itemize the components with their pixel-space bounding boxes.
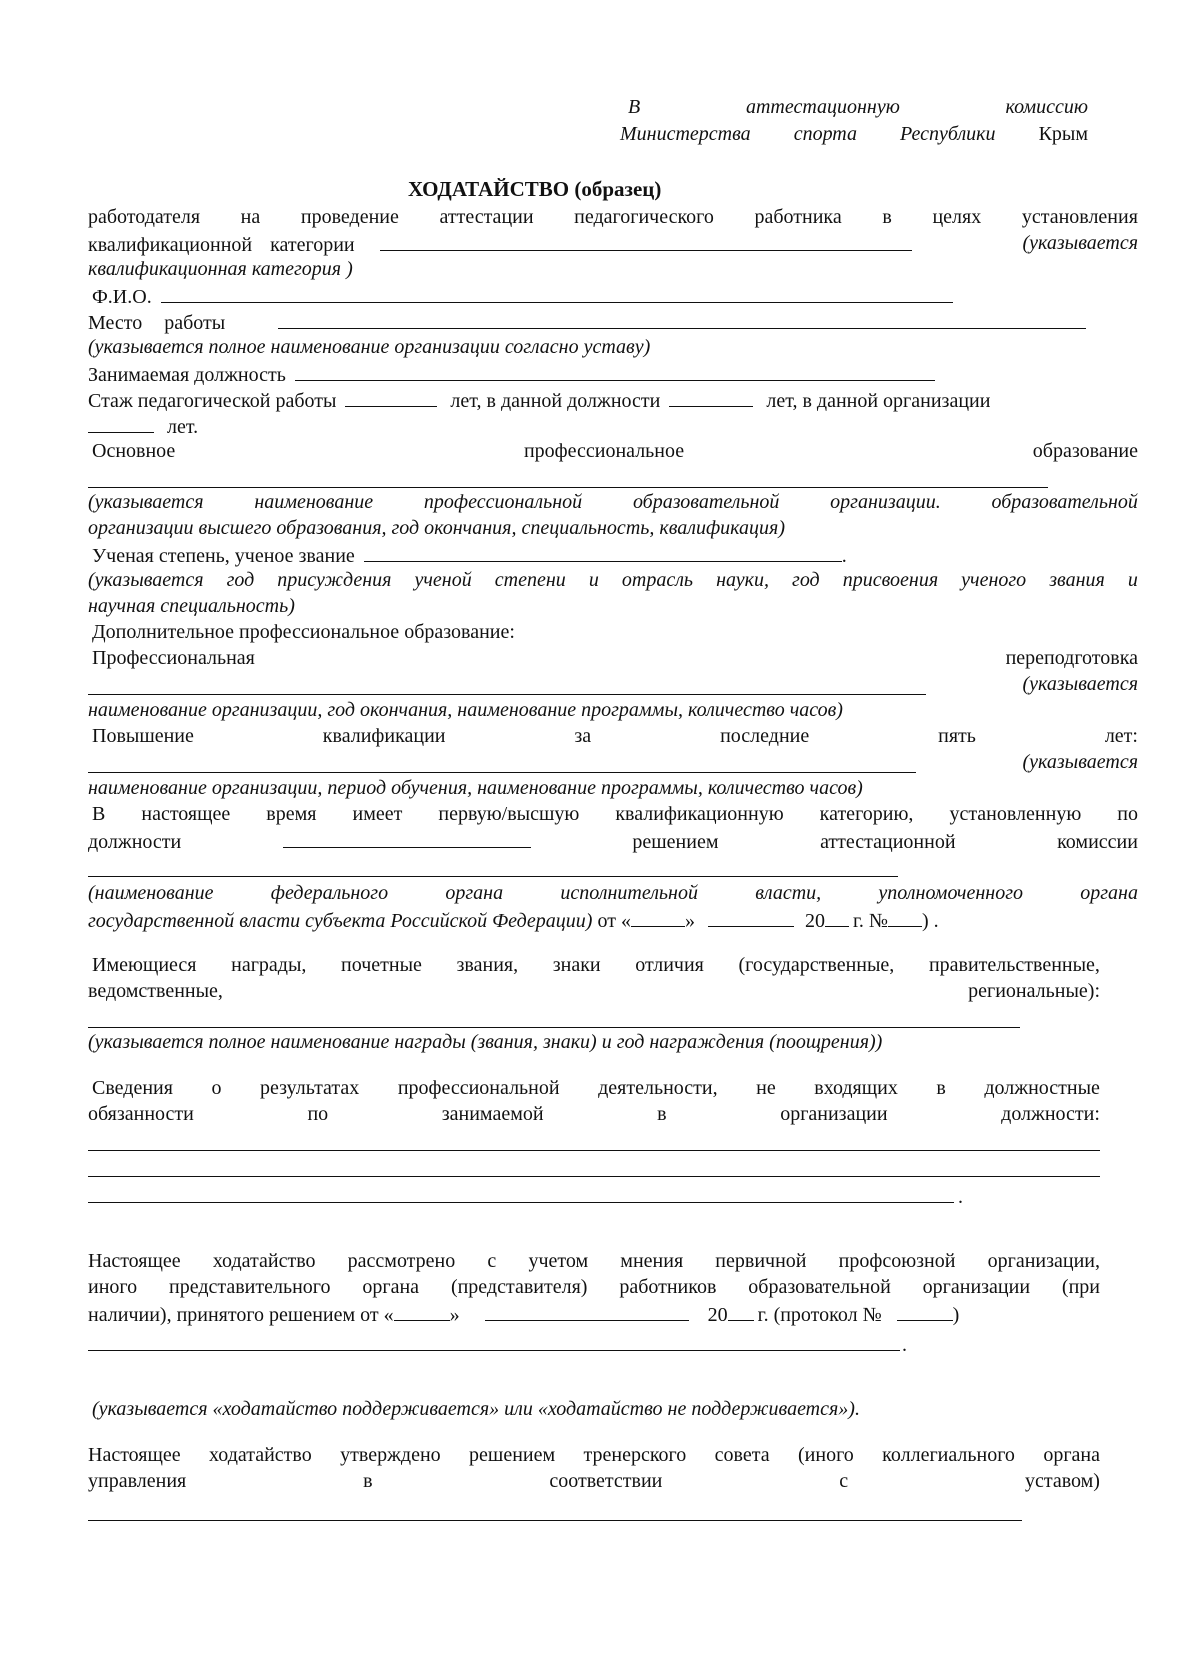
degree-line	[92, 541, 1142, 569]
text-word: г. №	[852, 910, 888, 932]
text-word: образовательной	[991, 491, 1138, 513]
text-word: профсоюзной	[838, 1250, 956, 1272]
addressee-line-2	[620, 121, 1088, 147]
additional-label: Дополнительное профессиональное образование:	[92, 621, 515, 643]
workplace-line	[88, 308, 1138, 336]
results-line-2	[88, 1101, 1100, 1127]
review-line-1	[88, 1248, 1100, 1274]
review-line-3	[88, 1300, 1100, 1328]
text-word: Место	[88, 312, 143, 334]
text-word: федерального	[270, 882, 389, 904]
text-word: комиссии	[1057, 831, 1138, 853]
education-note-2: организации высшего образования, год окончания, специальность, квалификация)	[88, 517, 785, 539]
text-word: Настоящее	[88, 1444, 181, 1466]
text-word: тренерского	[583, 1444, 687, 1466]
results-line-1	[92, 1075, 1100, 1101]
text-word: коллегиального	[882, 1444, 1015, 1466]
text-word: и	[588, 569, 599, 591]
document-title: ХОДАТАЙСТВО (образец)	[408, 177, 662, 201]
text-word: по	[1117, 803, 1138, 825]
text-word: звания,	[456, 954, 519, 976]
text-word: целях	[932, 206, 982, 228]
text-word: учетом	[528, 1250, 589, 1272]
text-word: с	[487, 1250, 497, 1272]
qualification-note: наименование организации, период обучения, наименование программы, количество часов)	[88, 777, 863, 799]
awards-line-2	[88, 978, 1100, 1004]
text-word: по	[307, 1103, 329, 1125]
text-word: представительного	[169, 1276, 331, 1298]
text-word: на	[240, 206, 261, 228]
review-day-field[interactable]	[394, 1300, 450, 1321]
education-line	[92, 438, 1138, 464]
review-month-field[interactable]	[485, 1300, 689, 1321]
text-word: ведомственные,	[88, 980, 223, 1002]
experience-line	[88, 386, 1138, 414]
text-word: награды,	[231, 954, 307, 976]
experience-line-2	[88, 412, 1138, 440]
text-word: Настоящее	[88, 1250, 181, 1272]
text-word: степени	[494, 569, 566, 591]
text-word: (указывается	[88, 569, 204, 591]
text-word: профессиональной	[423, 491, 583, 513]
text-word: квалификации	[322, 725, 446, 747]
education-note-1	[88, 489, 1138, 515]
text-word: лет.	[167, 416, 199, 438]
text-word: должности	[88, 831, 182, 853]
text-word: лет:	[1104, 725, 1138, 747]
text-word: органа	[445, 882, 504, 904]
experience-org-field[interactable]	[88, 412, 154, 433]
text-word: категорию,	[819, 803, 914, 825]
position-field[interactable]	[295, 360, 935, 381]
text-word: организации,	[987, 1250, 1100, 1272]
text-word: мнения	[620, 1250, 684, 1272]
degree-note-1	[88, 567, 1138, 593]
text-word: органа	[1080, 882, 1138, 904]
position-line	[88, 360, 1138, 388]
text-word: год	[226, 569, 255, 591]
text-word: исполнительной	[560, 882, 698, 904]
text-word: уполномоченного	[878, 882, 1023, 904]
text-word: почетные	[341, 954, 422, 976]
text-word: правительственные,	[928, 954, 1100, 976]
review-decision-field[interactable]	[88, 1350, 900, 1351]
degree-field[interactable]	[364, 541, 842, 562]
retraining-line	[92, 645, 1138, 671]
text-word: входящих	[814, 1077, 898, 1099]
text-word: (при	[1061, 1276, 1100, 1298]
text-word: )	[952, 1304, 960, 1326]
text-word: первичной	[715, 1250, 807, 1272]
text-word: профессиональной	[397, 1077, 560, 1099]
category-line-2	[88, 827, 1138, 855]
text-word: организации.	[830, 491, 941, 513]
text-word: науки,	[716, 569, 769, 591]
review-dot: .	[902, 1334, 907, 1356]
text-word: время	[266, 803, 317, 825]
text-word: первую/высшую	[438, 803, 580, 825]
qualification-field[interactable]	[88, 772, 916, 773]
addressee-line-1	[628, 94, 1088, 120]
text-word: отрасль	[621, 569, 694, 591]
experience-total-field[interactable]	[345, 386, 437, 407]
text-word: государственной власти субъекта Российской Федерации)	[88, 910, 593, 932]
results-field-1[interactable]	[88, 1150, 1100, 1151]
retraining-field[interactable]	[88, 694, 926, 695]
text-word: результатах	[260, 1077, 360, 1099]
text-word: утверждено	[340, 1444, 441, 1466]
text-word: региональные):	[968, 980, 1100, 1002]
text-word: (наименование	[88, 882, 214, 904]
text-word: решением	[469, 1444, 556, 1466]
intro-line-3: квалификационная категория )	[88, 258, 353, 280]
approved-line-1	[88, 1442, 1100, 1468]
text-word: уставом)	[1024, 1470, 1100, 1492]
text-word: работника	[754, 206, 842, 228]
text-word: о	[211, 1077, 222, 1099]
text-word: с	[839, 1470, 849, 1492]
text-word: обязанности	[88, 1103, 194, 1125]
category-year-field[interactable]	[825, 906, 849, 927]
text-word: »	[449, 1304, 460, 1326]
text-word: установления	[1021, 206, 1138, 228]
text-word: в	[882, 206, 892, 228]
text-word: .	[841, 545, 847, 567]
text-word: г. (протокол №	[757, 1304, 882, 1326]
text-word: последние	[720, 725, 810, 747]
category-line-1	[92, 801, 1138, 827]
text-word: от «	[597, 910, 631, 932]
text-word: рассмотрено	[347, 1250, 456, 1272]
text-word: звания	[1049, 569, 1105, 591]
text-word: педагогического	[574, 206, 714, 228]
text-word: 20	[804, 910, 825, 932]
text-word: (указывается	[88, 491, 204, 513]
text-word: должностные	[984, 1077, 1100, 1099]
text-word: организации	[780, 1103, 888, 1125]
text-word: образовательной	[748, 1276, 891, 1298]
text-word: Стаж педагогической работы	[88, 390, 337, 412]
text-word: иного	[88, 1276, 138, 1298]
text-word: присвоения	[842, 569, 939, 591]
results-dot: .	[958, 1186, 963, 1208]
text-word: занимаемой	[441, 1103, 544, 1125]
education-field[interactable]	[88, 487, 1048, 488]
category-day-field[interactable]	[631, 906, 685, 927]
category-number-field[interactable]	[888, 906, 922, 927]
text-word: Крым	[1038, 123, 1088, 145]
text-word: пять	[938, 725, 976, 747]
text-word: установленную	[949, 803, 1082, 825]
text-word: Имеющиеся	[92, 954, 197, 976]
text-word: наименование	[254, 491, 374, 513]
review-note: (указывается «ходатайство поддерживается» или «ходатайство не поддерживается»).	[92, 1398, 860, 1420]
text-word: работников	[619, 1276, 717, 1298]
text-word: знаки	[552, 954, 601, 976]
text-word: лет, в данной организации	[766, 390, 991, 412]
text-word: квалификационной	[88, 234, 253, 256]
text-word: (иного	[798, 1444, 854, 1466]
text-word: и	[1127, 569, 1138, 591]
category-note-2	[88, 906, 1138, 934]
text-word: отличия	[635, 954, 704, 976]
review-year-field[interactable]	[728, 1300, 754, 1321]
text-word: совета	[714, 1444, 770, 1466]
review-line-2	[88, 1274, 1100, 1300]
text-word: имеет	[352, 803, 403, 825]
text-word: »	[684, 910, 695, 932]
text-word: Повышение	[92, 725, 194, 747]
text-word: 20	[707, 1304, 728, 1326]
awards-field[interactable]	[88, 1027, 1020, 1028]
text-word: ) .	[921, 910, 939, 932]
text-word: работодателя	[88, 206, 201, 228]
text-word: спорта	[793, 123, 857, 145]
text-word: власти,	[755, 882, 822, 904]
text-word: управления	[88, 1470, 187, 1492]
text-word: в	[936, 1077, 946, 1099]
intro-line-1	[88, 204, 1138, 230]
results-field-2[interactable]	[88, 1176, 1100, 1177]
text-word: (указывается	[1022, 232, 1138, 254]
text-word: (государственные,	[738, 954, 895, 976]
text-word: ученой	[414, 569, 472, 591]
text-word: соответствии	[549, 1470, 663, 1492]
awards-line-1	[92, 952, 1100, 978]
category-month-field[interactable]	[708, 906, 794, 927]
text-word: за	[574, 725, 592, 747]
text-word: Министерства	[620, 123, 751, 145]
experience-position-field[interactable]	[669, 386, 753, 407]
text-word: Профессиональная	[92, 647, 255, 669]
text-word: аттестационной	[820, 831, 956, 853]
text-word: (представителя)	[450, 1276, 588, 1298]
text-word: комиссию	[1005, 96, 1088, 118]
text-word: наличии), принятого решением от «	[88, 1304, 394, 1326]
qualification-hint: (указывается	[1022, 751, 1138, 773]
text-word: организации	[922, 1276, 1031, 1298]
text-word: должности:	[1001, 1103, 1100, 1125]
text-word: Республики	[900, 123, 996, 145]
approved-field[interactable]	[88, 1520, 1022, 1521]
fio-line	[92, 282, 1142, 310]
results-field-3[interactable]	[88, 1202, 954, 1203]
text-word: переподготовка	[1005, 647, 1138, 669]
text-word: решением	[632, 831, 719, 853]
text-word: работы	[164, 312, 226, 334]
text-word: аттестации	[439, 206, 534, 228]
workplace-field[interactable]	[278, 308, 1086, 329]
text-word: В	[92, 803, 106, 825]
retraining-hint: (указывается	[1022, 673, 1138, 695]
retraining-note: наименование организации, год окончания, наименование программы, количество часов)	[88, 699, 843, 721]
text-word: деятельности,	[598, 1077, 718, 1099]
text-word: год	[792, 569, 820, 591]
text-word: органа	[1043, 1444, 1100, 1466]
text-word: органа	[362, 1276, 420, 1298]
text-word: ученого	[961, 569, 1027, 591]
text-word: Ученая степень, ученое звание	[92, 545, 355, 567]
text-word: Основное	[92, 440, 176, 462]
text-word: в	[363, 1470, 373, 1492]
category-authority-field[interactable]	[88, 876, 898, 877]
text-word: аттестационную	[745, 96, 900, 118]
approved-line-2	[88, 1468, 1100, 1494]
text-word: Ф.И.О.	[92, 286, 152, 308]
category-note-1	[88, 880, 1138, 906]
fio-field[interactable]	[161, 282, 953, 303]
text-word: проведение	[300, 206, 399, 228]
awards-note: (указывается полное наименование награды (звания, знаки) и год награждения (поощрения))	[88, 1031, 883, 1053]
intro-line-2	[88, 230, 1138, 258]
review-protocol-field[interactable]	[897, 1300, 953, 1321]
text-word: квалификационную	[615, 803, 784, 825]
text-word: Сведения	[92, 1077, 173, 1099]
category-field[interactable]	[380, 230, 912, 251]
text-word: категории	[270, 234, 355, 256]
text-word: ходатайство	[209, 1444, 312, 1466]
text-word: лет, в данной должности	[450, 390, 661, 412]
text-word: В	[628, 96, 641, 118]
text-word: образование	[1032, 440, 1138, 462]
text-word: Занимаемая должность	[88, 364, 286, 386]
text-word: присуждения	[277, 569, 392, 591]
text-word: настоящее	[141, 803, 231, 825]
category-position-field[interactable]	[283, 827, 531, 848]
text-word: в	[657, 1103, 667, 1125]
workplace-note: (указывается полное наименование организации согласно уставу)	[88, 336, 651, 358]
text-word: образовательной	[632, 491, 780, 513]
text-word: не	[756, 1077, 776, 1099]
degree-note-2: научная специальность)	[88, 595, 295, 617]
qualification-line	[92, 723, 1138, 749]
text-word: профессиональное	[523, 440, 685, 462]
text-word: ходатайство	[212, 1250, 316, 1272]
